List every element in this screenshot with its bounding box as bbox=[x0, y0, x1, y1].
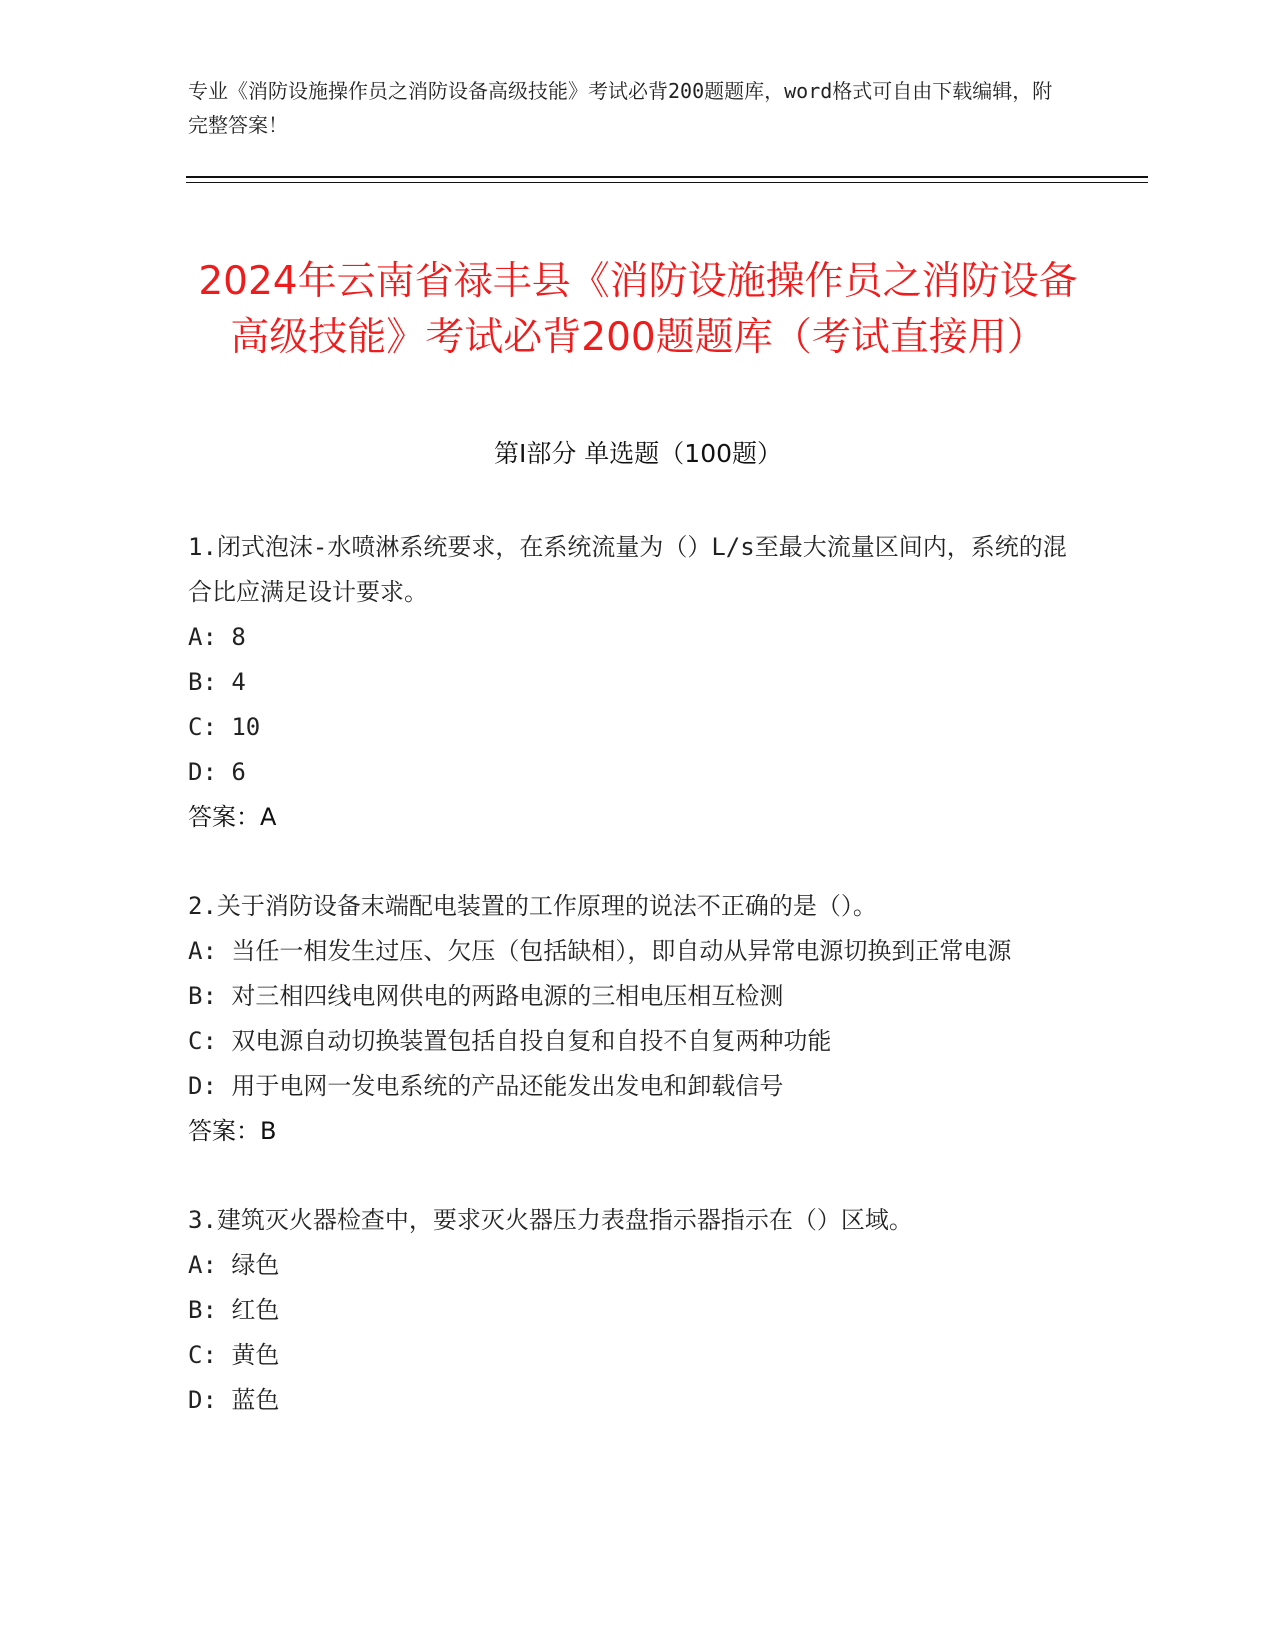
option-d: D: 用于电网一发电系统的产品还能发出发电和卸载信号 bbox=[188, 1072, 784, 1100]
question-stem: 1.闭式泡沫-水喷淋系统要求，在系统流量为（）L/s至最大流量区间内，系统的混合比应满足设计要求。 bbox=[188, 533, 1067, 606]
option-a: A: 当任一相发生过压、欠压（包括缺相），即自动从异常电源切换到正常电源 bbox=[188, 937, 1012, 965]
option-b: B: 4 bbox=[188, 668, 246, 696]
header-divider bbox=[186, 176, 1148, 178]
option-d: D: 蓝色 bbox=[188, 1386, 280, 1414]
question-1 bbox=[188, 525, 1068, 840]
option-c: C: 双电源自动切换装置包括自投自复和自投不自复两种功能 bbox=[188, 1027, 832, 1055]
question-stem: 2.关于消防设备末端配电装置的工作原理的说法不正确的是（）。 bbox=[188, 892, 877, 920]
option-b: B: 红色 bbox=[188, 1296, 280, 1324]
header-note: 专业《消防设施操作员之消防设备高级技能》考试必背200题题库，word格式可自由下载编辑，附完整答案！ bbox=[188, 79, 1053, 137]
option-a: A: 绿色 bbox=[188, 1251, 280, 1279]
section-heading: 第I部分 单选题（100题） bbox=[493, 439, 783, 468]
header-divider-thin bbox=[186, 182, 1148, 183]
option-a: A: 8 bbox=[188, 623, 246, 651]
question-stem: 3.建筑灭火器检查中，要求灭火器压力表盘指示器指示在（）区域。 bbox=[188, 1206, 913, 1234]
option-c: C: 10 bbox=[188, 713, 261, 741]
question-list bbox=[188, 525, 1068, 1467]
answer: 答案：B bbox=[188, 1117, 277, 1145]
document-title: 2024年云南省禄丰县《消防设施操作员之消防设备高级技能》考试必背200题题库（考试直接用） bbox=[198, 259, 1078, 361]
question-3 bbox=[188, 1198, 1068, 1423]
option-d: D: 6 bbox=[188, 758, 246, 786]
answer: 答案：A bbox=[188, 803, 277, 831]
option-c: C: 黄色 bbox=[188, 1341, 280, 1369]
option-b: B: 对三相四线电网供电的两路电源的三相电压相互检测 bbox=[188, 982, 784, 1010]
question-2 bbox=[188, 884, 1068, 1154]
